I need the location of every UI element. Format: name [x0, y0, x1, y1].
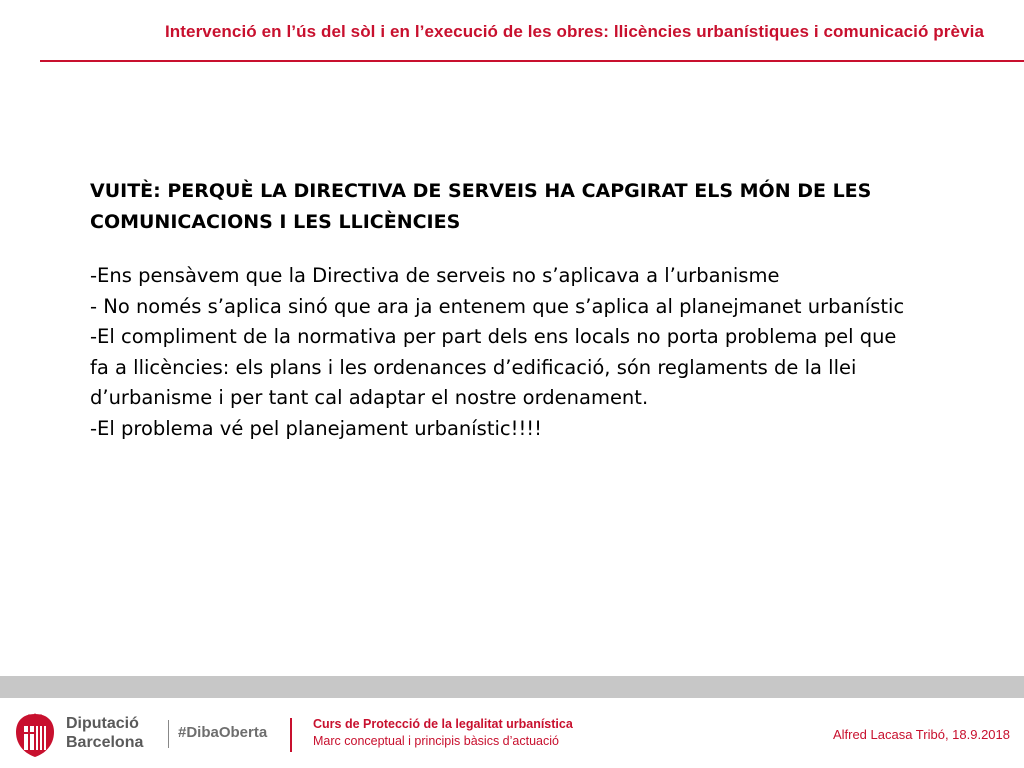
course-subtitle: Marc conceptual i principis bàsics d’actuació — [313, 734, 559, 748]
brand-line-2: Barcelona — [66, 734, 144, 751]
slide-heading: VUITÈ: PERQUÈ LA DIRECTIVA DE SERVEIS HA CAPGIRAT ELS MÓN DE LES COMUNICACIONS I LES LLICÈNCIES — [90, 180, 872, 233]
hashtag: #DibaOberta — [178, 724, 268, 741]
header-divider — [40, 60, 1024, 62]
slide-paragraph: - No només s’aplica sinó que ara ja entenem que s’aplica al planejmanet urbanístic — [90, 294, 905, 318]
course-title: Curs de Protecció de la legalitat urbanística — [313, 717, 573, 731]
brand-name — [66, 714, 143, 752]
slide-paragraph: -El problema vé pel planejament urbanístic!!!! — [90, 416, 542, 440]
author-date: Alfred Lacasa Tribó, 18.9.2018 — [832, 727, 1010, 742]
slide-paragraph: -Ens pensàvem que la Directiva de serveis no s’aplicava a l’urbanisme — [90, 264, 780, 287]
footer-band — [0, 676, 1024, 698]
diputacio-crest-icon — [12, 710, 58, 760]
footer — [0, 698, 1024, 768]
slide-content — [90, 176, 920, 444]
page-header-title: Intervenció en l’ús del sòl i en l’execució de les obres: llicències urbanístiques i comunicació prèvia — [164, 22, 984, 41]
course-info — [313, 716, 573, 750]
slide-paragraph: -El compliment de la normativa per part dels ens locals no porta problema pel que fa a llicències: els plans i les ordenances d’edificació, són reglaments de la llei d’urbanisme i per tant cal adaptar el nostre ordenament. — [90, 325, 897, 409]
footer-accent-separator — [290, 718, 292, 752]
brand-line-1: Diputació — [66, 715, 139, 732]
footer-separator — [168, 720, 169, 748]
